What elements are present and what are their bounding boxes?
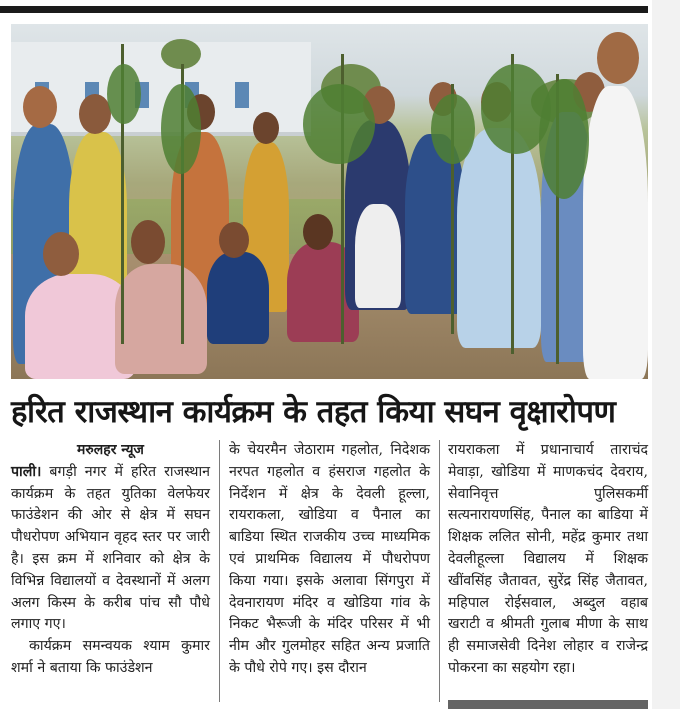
- byline: मरुलहर न्यूज: [77, 442, 144, 458]
- article-column-2: [229, 440, 430, 680]
- column-divider: [439, 440, 440, 702]
- page-edge: [652, 0, 680, 709]
- article-text: बगड़ी नगर में हरित राजस्थान कार्यक्रम के तहत युतिका वेलफेयर फाउंडेशन की ओर से क्षेत्र में सघन पौधरोपण अभियान वृहद स्तर पर जारी है। इस क्रम में शनिवार को क्षेत्र के विभिन्न विद्यालयों व देवस्थानों में अलग अलग किस्म के करीब पांच सौ पौधे लगाए गए।: [11, 463, 210, 633]
- news-photo: [11, 24, 648, 379]
- article-paragraph: कार्यक्रम समन्वयक श्याम कुमार शर्मा ने बताया कि फाउंडेशन: [11, 638, 210, 676]
- next-article-headline-fragment: [448, 700, 648, 709]
- dateline: पाली।: [11, 463, 42, 480]
- top-rule: [0, 6, 648, 13]
- article-paragraph: [11, 462, 210, 636]
- article-headline: हरित राजस्थान कार्यक्रम के तहत किया सघन वृक्षारोपण: [11, 394, 616, 430]
- article-column-3: [448, 440, 648, 680]
- article-paragraph: रायराकला में प्रधानाचार्य ताराचंद मेवाड़ा, खोडिया में माणकचंद देवराय, सेवानिवृत्त पुलिसकर्मी सत्यनारायणसिंह, पैनाल का बाडिया में शिक्षक ललित सोनी, महेंद्र कुमार तथा देवलीहूल्ला विद्यालय में शिक्षक खींवसिंह जैतावत, सुरेंद्र सिंह जैतावत, महिपाल रोईसवाल, अब्दुल वहाब खराटी व श्रीमती गुलाब मीणा के साथ ही समाजसेवी दिनेश लोहार व राजेन्द्र पोकरना का सहयोग रहा।: [448, 442, 648, 676]
- article-paragraph: के चेयरमैन जेठाराम गहलोत, निदेशक नरपत गहलोत व हंसराज गहलोत के निर्देशन में क्षेत्र के देवली हूल्ला, रायराकला, खोडिया व पैनाल का बाडिया स्थित राजकीय उच्च माध्यमिक एवं प्राथमिक विद्यालय में पौधरोपण किया गया। इसके अलावा सिंगपुरा में देवनारायण मंदिर व खोडिया गांव के निकट भैरूजी के मंदिर परिसर में भी नीम और गुलमोहर सहित अन्य प्रजाति के पौधे रोपे गए। इस दौरान: [229, 442, 430, 676]
- article-column-1: [11, 440, 210, 680]
- column-divider: [219, 440, 220, 702]
